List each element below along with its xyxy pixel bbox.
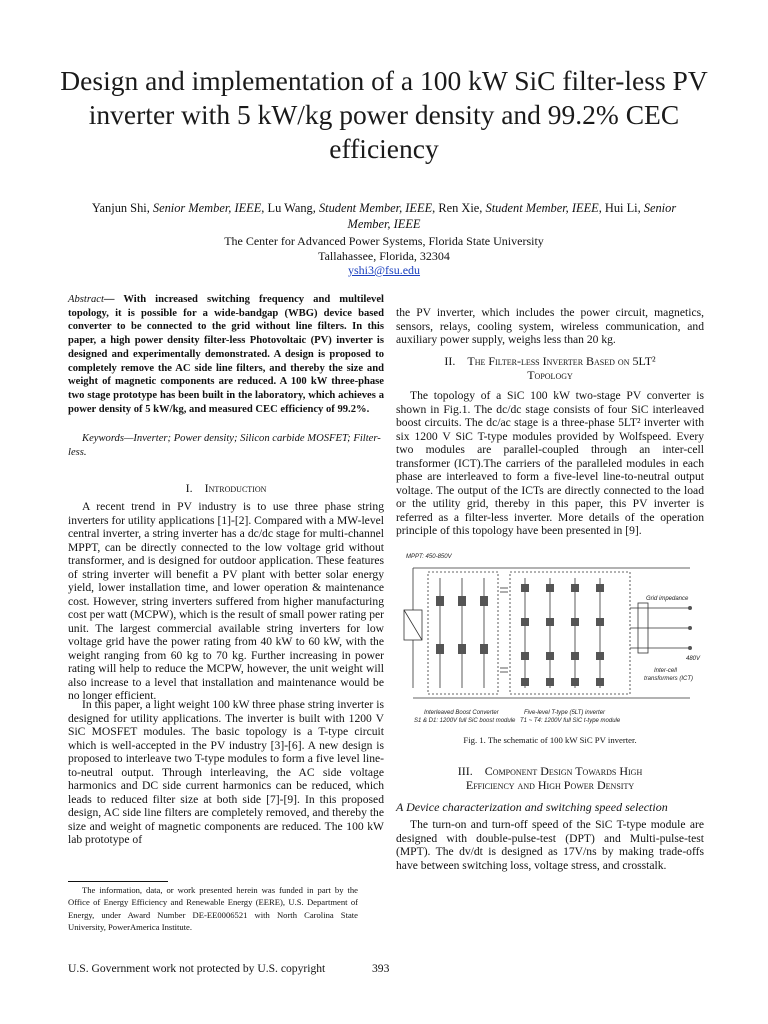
figure-caption: Fig. 1. The schematic of 100 kW SiC PV inverter. bbox=[463, 735, 637, 745]
page-number: 393 bbox=[372, 962, 390, 975]
author-list: Yanjun Shi, Senior Member, IEEE, Lu Wang, Student Member, IEEE, Ren Xie, Student Member, IEEE, Hui Li, Senior Member, IEEE bbox=[91, 201, 677, 231]
section-heading-2 bbox=[396, 354, 704, 382]
sec2-paragraph: The topology of a SiC 100 kW two-stage PV converter is shown in Fig.1. The dc/dc stage consists of four SiC interleaved boost circuits. The dc/ac stage is a three-phase 5LT² inverter with six 1200 V SiC T-type modules provided by Wolfspeed. Every two modules are parallel-coupled through an inter-cell transformer (ICT).The carriers of the paralleled modules in each phase are interleaved to form a five-level line-to-neutral output voltage. The output of the ICTs are directly connected to the load or the utility grid, thereby in this paper, this PV inverter is referred as a filter-less inverter. More details of the operation principle of this topology have been presented in [9]. bbox=[396, 389, 704, 537]
section-heading-introduction bbox=[68, 481, 384, 495]
abstract-label: Abstract bbox=[68, 294, 104, 305]
author-name: Lu Wang, bbox=[267, 201, 319, 215]
footnote: The information, data, or work presented herein was funded in part by the Office of Energy Efficiency and Renewable Energy (EERE), U.S. Department of Energy, under Award Number DE-EE0006521 with North Carolina State University, PowerAmerica Institute. bbox=[68, 885, 358, 933]
fig-label-5lt2: T1 ~ T4: 1200V full SiC t-type module bbox=[520, 718, 621, 724]
section-heading-3 bbox=[396, 764, 704, 792]
fig-label-480v: 480V bbox=[686, 656, 701, 662]
abstract bbox=[68, 293, 384, 416]
city: Tallahassee, Florida, 32304 bbox=[318, 248, 450, 263]
inverter-schematic bbox=[400, 548, 704, 734]
author-role: Senior Member, IEEE bbox=[152, 201, 262, 215]
paper-title: Design and implementation of a 100 kW SiC filter-less PV inverter with 5 kW/kg power density and 99.2% CEC efficiency bbox=[60, 65, 708, 164]
author-name: Hui Li, bbox=[604, 201, 644, 215]
copyright-notice: U.S. Government work not protected by U.S. copyright bbox=[68, 962, 326, 975]
section-number: III. bbox=[457, 764, 473, 778]
fig-label-5lt: Five-level T-type (5LT) inverter bbox=[524, 710, 606, 716]
sec3-paragraph: The turn-on and turn-off speed of the SiC T-type module are designed with double-pulse-test (DPT) and Multi-pulse-test (MPT). The dv/dt is designed as 17V/ns by making trade-offs have between switching loss, voltage stress, and crosstalk. bbox=[396, 818, 704, 872]
section-title: Introduction bbox=[204, 481, 267, 495]
affiliation: The Center for Advanced Power Systems, Florida State University bbox=[224, 234, 544, 248]
intro-paragraph-2: In this paper, a light weight 100 kW three phase string inverter is designed for utility applications. The inverter is built with 1200 V SiC MOSFET modules. The basic topology is a T-type circuit which is well-accepted in the PV industry [3]-[6]. A new design is proposed to interleave two T-type modules to form a five level line-to-neutral output. Through interleaving, the AC side voltage harmonics and DC side current harmonics can be reduced, which leads to reduced filter size at both side [7]-[9]. In this proposed design, AC side line filters are completely removed, and thereby the size and weight of magnetic components are reduced. The 100 kW lab prototype of bbox=[68, 698, 384, 846]
fig-label-ict: Inter-cell bbox=[654, 668, 677, 674]
intro-paragraph-1: A recent trend in PV industry is to use three phase string inverters for utility applications [1]-[2]. Compared with a MW-level central inverter, a string inverter has a dc/dc stage for multi-channel MPPT, can be directly connected to the low voltage grid without transformer, and is designed for outdoor application. These features of string inverter will benefit a PV plant with better solar energy yield, lower installation time, and lower operation & maintenance cost. However, string inverters suffered from higher manufacturing cost per watt (MCPW), which is the result of small power rating per unit. The largest commercial available string inverters for low voltage grid have the power rating from 40 kW to 60 kW, with the weight ranging from 60 kg to 70 kg. Further increasing in power rating will help to reduce the MCPW, however, the unit weight will also increase to a level that installation and maintenance would be no longer efficient. bbox=[68, 500, 384, 702]
author-name: Ren Xie, bbox=[438, 201, 486, 215]
author-name: Yanjun Shi, bbox=[91, 201, 153, 215]
fig-label-mppt: MPPT: 450-850V bbox=[406, 554, 452, 560]
author-role: Student Member, IEEE bbox=[485, 201, 599, 215]
section-number: I. bbox=[185, 481, 193, 495]
subsection-heading-a: A Device characterization and switching speed selection bbox=[396, 800, 668, 814]
footnote-rule bbox=[68, 881, 168, 882]
section-title-cont: Topology bbox=[527, 368, 573, 382]
email-link[interactable]: yshi3@fsu.edu bbox=[347, 263, 421, 277]
right-paragraph-0: the PV inverter, which includes the power circuit, magnetics, sensors, relays, cooling system, wireless communication, and auxiliary power supply, weighs less than 20 kg. bbox=[396, 306, 704, 346]
abstract-text: — With increased switching frequency and multilevel topology, it is possible for a wide-bandgap (WBG) device based converter to be connected to the grid without line filters. In this paper, a high power density filter-less Photovoltaic (PV) inverter is designed and experimentally demonstrated. A design is proposed to completely remove the AC side line filters, and thereby the size and weight of magnetic components are reduced. A 100 kW three-phase two stage prototype has been built in the laboratory, which achieves a power density of 5 kW/kg, and measured CEC efficiency of 99.2%. bbox=[68, 294, 384, 415]
keywords: Keywords—Inverter; Power density; Silicon carbide MOSFET; Filter-less. bbox=[68, 433, 381, 458]
fig-label-boost: Interleaved Boost Converter bbox=[424, 710, 499, 716]
section-title: Component Design Towards High bbox=[484, 764, 643, 778]
section-title-cont: Efficiency and High Power Density bbox=[465, 778, 635, 792]
fig-label-boost2: S1 & D1: 1200V full SiC boost module bbox=[414, 718, 516, 724]
section-number: II. bbox=[444, 354, 456, 368]
author-role: Senior Member, IEEE bbox=[347, 201, 677, 231]
affiliation-block bbox=[70, 234, 698, 278]
author-role: Student Member, IEEE bbox=[318, 201, 433, 215]
section-title: The Filter-less Inverter Based on 5LT² bbox=[467, 354, 656, 368]
fig-label-grid: Grid impedance bbox=[646, 596, 689, 602]
fig-label-ict2: transformers (ICT) bbox=[644, 676, 694, 682]
